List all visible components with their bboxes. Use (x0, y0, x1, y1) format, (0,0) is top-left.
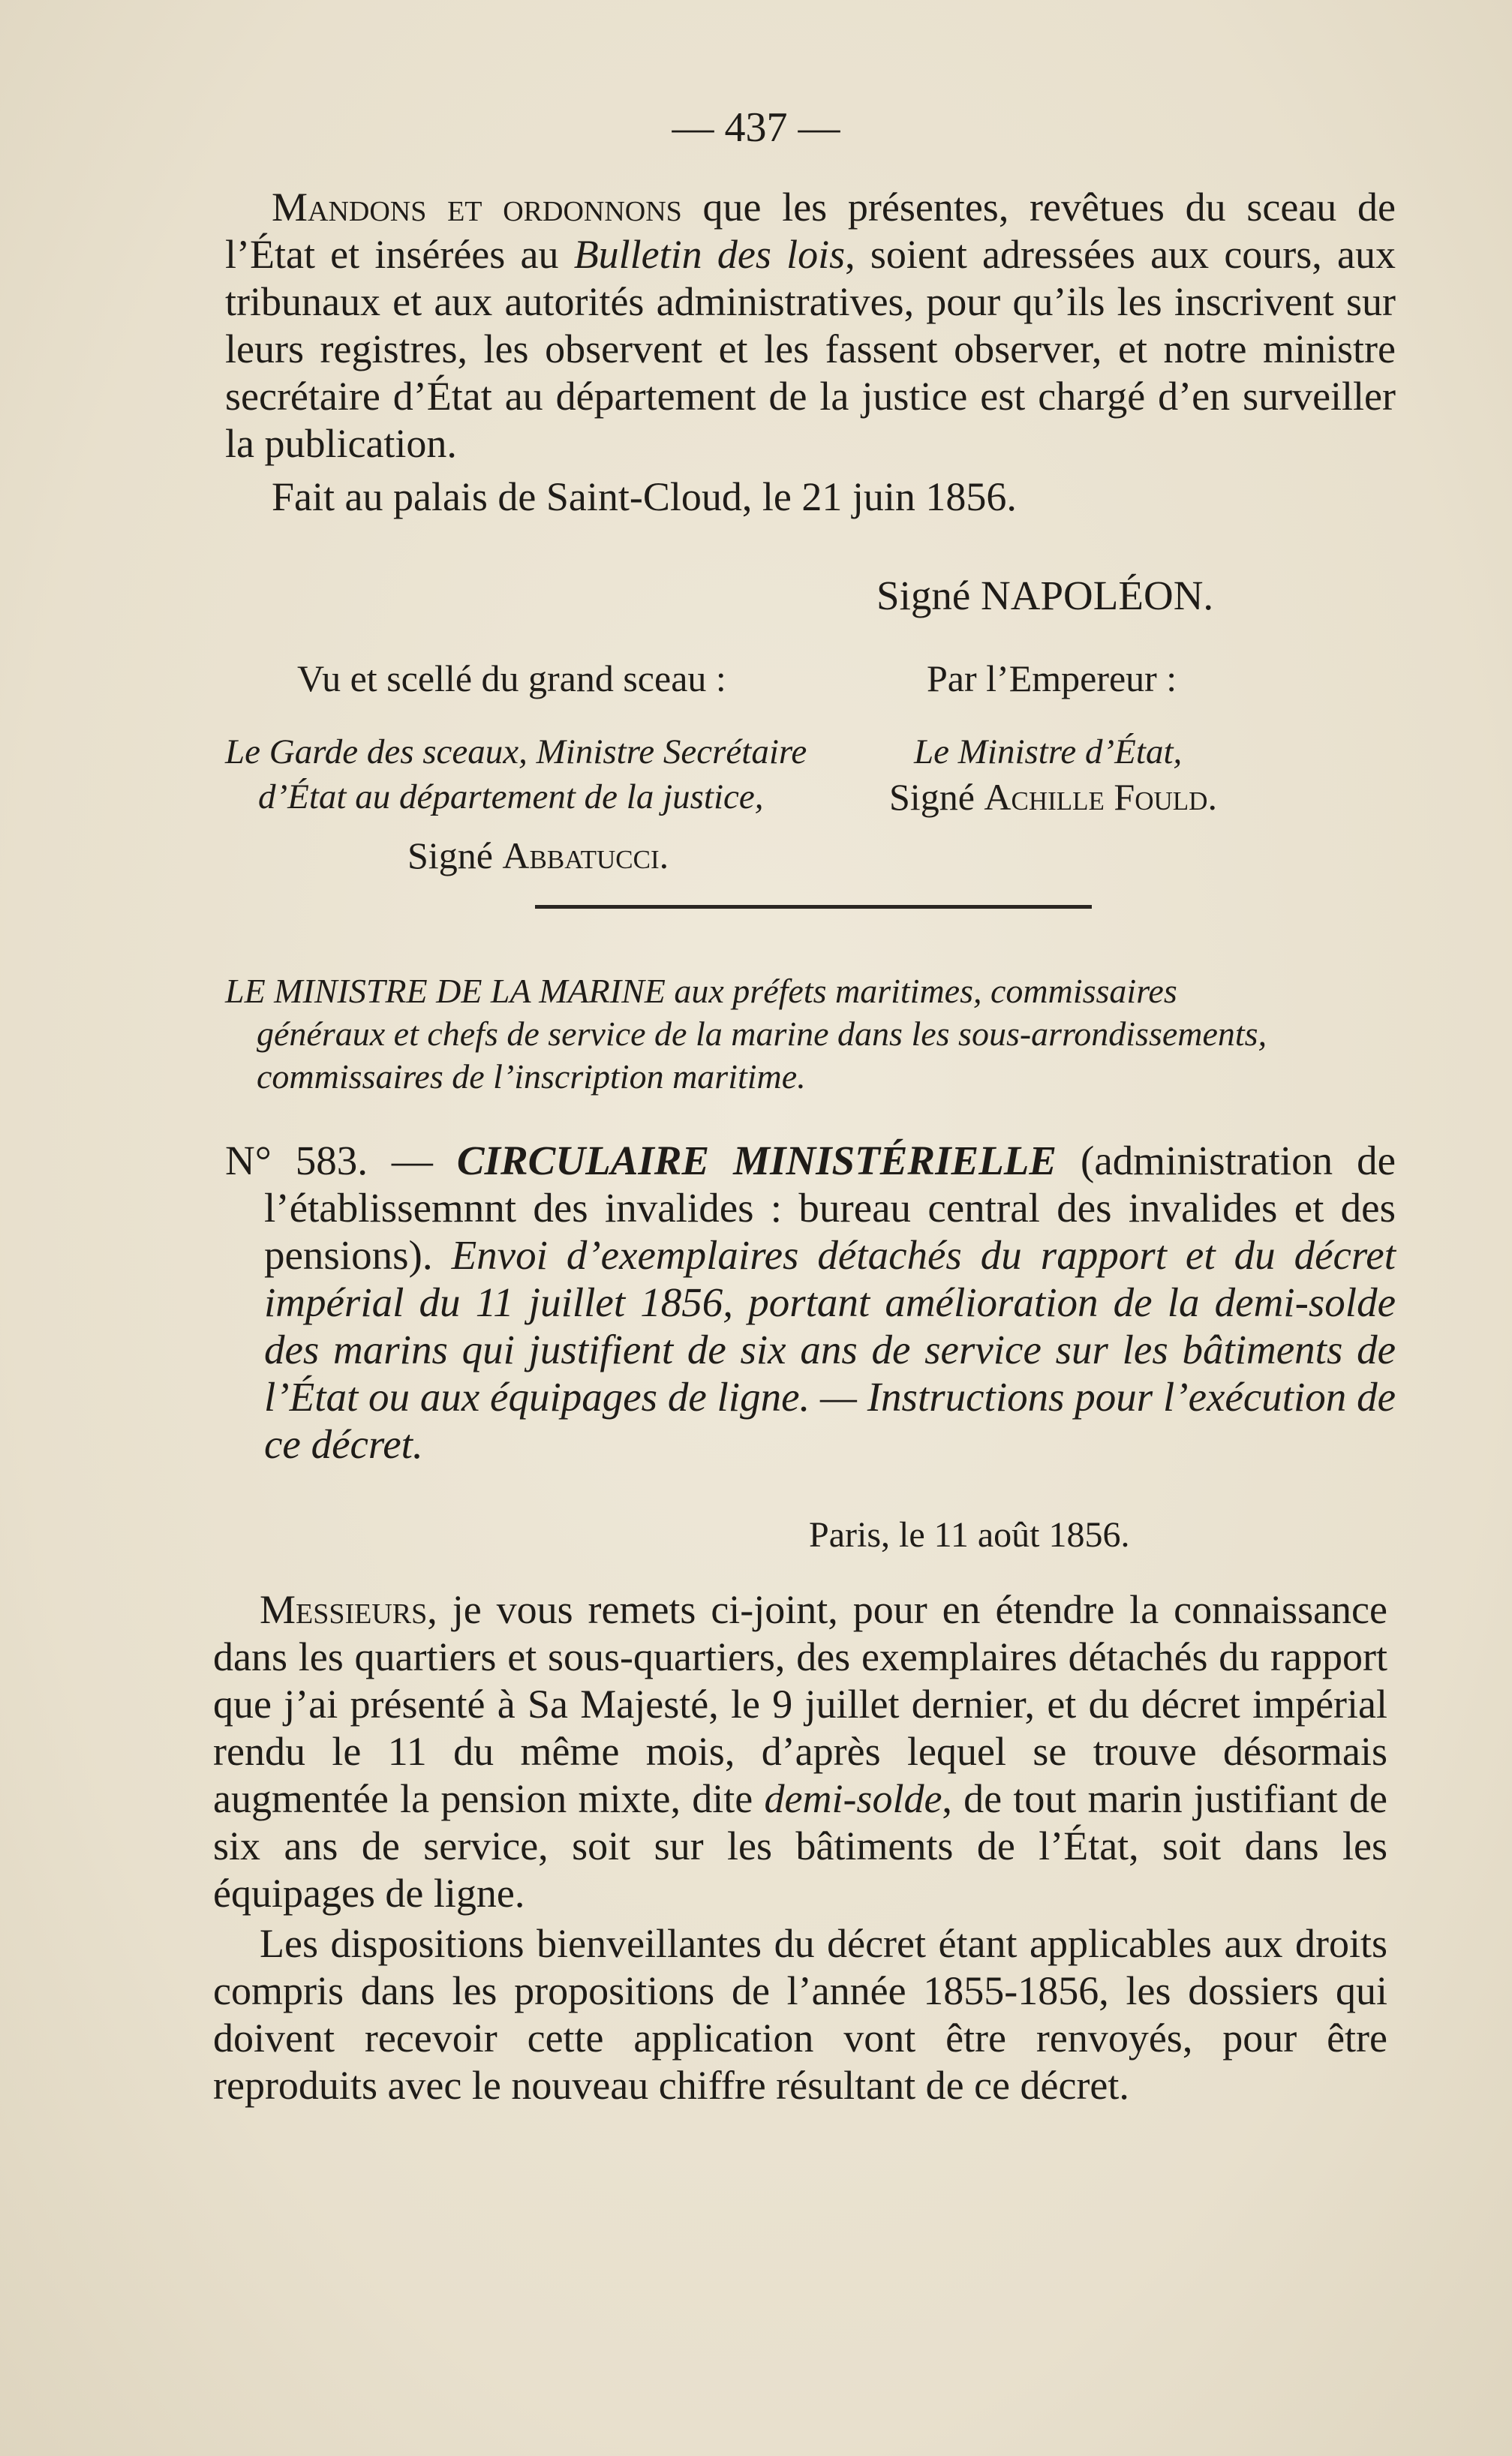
letter-paragraph-1 (213, 1586, 1387, 1917)
demi-solde-term: demi-solde (764, 1776, 942, 1821)
header-line-3: commissaires de l’inscription maritime. (257, 1057, 806, 1096)
header-line-1: LE MINISTRE DE LA MARINE aux préfets maritimes, commissaires (225, 972, 1177, 1010)
letter-p1-end: , de tout marin justifiant de six ans de service, soit sur les bâtiments de l’État, soit dans les équipages de ligne. (213, 1776, 1387, 1916)
decree-closing-paragraph (225, 184, 1396, 521)
page-number: — 437 — (672, 104, 840, 151)
signe-label: Signé (407, 834, 503, 876)
garde-des-sceaux-dept: d’État au département de la justice, (258, 777, 764, 816)
abbatucci-name: Abbatucci. (502, 834, 669, 876)
circulaire-admin: (administration de l’établissemnnt des invalides : bureau central des invalides et des pensions). (264, 1138, 1396, 1278)
fould-name: Achille Fould. (984, 776, 1217, 818)
signe-napoleon: Signé NAPOLÉON. (876, 573, 1214, 618)
bulletin-des-lois: Bulletin des lois (573, 232, 846, 277)
mandons-lead: Mandons et ordonnons (272, 185, 682, 230)
mandons-paragraph (225, 184, 1396, 467)
header-line-2: généraux et chefs de service de la marine dans les sous-arrondissements, (257, 1015, 1267, 1053)
minister-address-header (225, 969, 1396, 1098)
circulaire-envoi: Envoi d’exemplaires détachés du rapport et du décret impérial du 11 juillet 1856, portant amélioration de la demi-solde des marins qui justifient de six ans de service sur les bâtiments de l’État ou aux équipages de ligne. — Instructions pour l’exécution de ce décret. (264, 1232, 1396, 1467)
salutation: Messieurs (260, 1587, 428, 1632)
circulaire-number: N° 583. — (225, 1138, 457, 1183)
letter-date: Paris, le 11 août 1856. (809, 1515, 1130, 1555)
letter-p1-text: , je vous remets ci-joint, pour en étendre la connaissance dans les quartiers et sous-quartiers, des exemplaires détachés du rapport que j’ai présenté à Sa Majesté, le 9 juillet dernier, et du décret impérial rendu le 11 du même mois, d’après lequel se trouve désormais augmentée la pension mixte, dite (213, 1587, 1387, 1821)
signe-abbatucci (407, 831, 669, 879)
signe-fould (889, 773, 1217, 821)
par-l-empereur: Par l’Empereur : (927, 657, 1177, 699)
section-divider-rule (535, 905, 1092, 909)
circulaire-text (225, 1137, 1396, 1468)
circulaire-title: CIRCULAIRE MINISTÉRIELLE (456, 1138, 1057, 1183)
signe-label: Signé (889, 776, 984, 818)
letter-body (213, 1586, 1387, 2109)
circulaire-heading (225, 1137, 1396, 1468)
fait-line: Fait au palais de Saint-Cloud, le 21 juin 1856. (272, 474, 1017, 519)
ministre-d-etat-title: Le Ministre d’État, (914, 732, 1183, 771)
garde-des-sceaux-title: Le Garde des sceaux, Ministre Secrétaire (225, 732, 807, 771)
mandons-text-b: , soient adressées aux cours, aux tribunaux et aux autorités administratives, pour qu’ils les inscrivent sur leurs registres, les observent et les fassent observer, et notre ministre secrétaire d’État au département de la justice est chargé d’en surveiller la publication. (225, 232, 1396, 466)
mandons-text-a: que les présentes, revêtues du sceau de l’État et insérées au (225, 185, 1396, 277)
left-seal-line: Vu et scellé du grand sceau : (297, 657, 726, 699)
letter-paragraph-2: Les dispositions bienveillantes du décret étant applicables aux droits compris dans les propositions de l’année 1855-1856, les dossiers qui doivent recevoir cette application vont être renvoyés, pour être reproduits avec le nouveau chiffre résultant de ce décret. (213, 1921, 1387, 2108)
